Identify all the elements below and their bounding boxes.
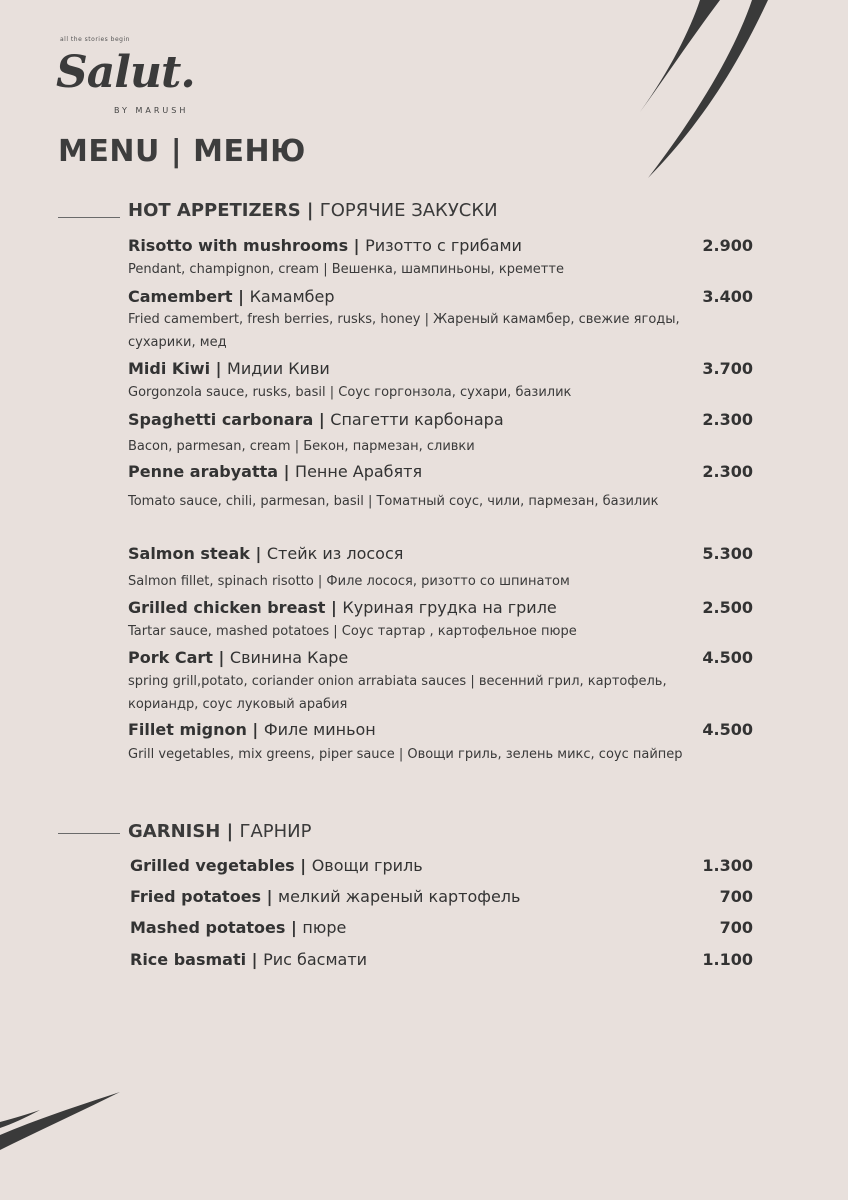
menu-item-price: 3.700 xyxy=(702,359,753,378)
menu-item-price: 2.500 xyxy=(702,598,753,617)
menu-item-price: 4.500 xyxy=(702,720,753,739)
garnish-item-price: 700 xyxy=(719,887,753,906)
menu-item-name: Fillet mignon | Филе миньон xyxy=(128,720,376,739)
menu-item-name: Pork Cart | Свинина Каре xyxy=(128,648,349,667)
section-divider xyxy=(58,833,120,834)
logo-byline: BY MARUSH xyxy=(114,106,189,115)
logo-tagline: all the stories begin xyxy=(60,36,130,43)
menu-item-description: Gorgonzola sauce, rusks, basil | Соус горгонзола, сухари, базилик xyxy=(128,385,572,400)
menu-item-description: Tomato sauce, chili, parmesan, basil | Томатный соус, чили, пармезан, базилик xyxy=(128,494,659,509)
menu-item-name: Midi Kiwi | Мидии Киви xyxy=(128,359,330,378)
menu-item-price: 3.400 xyxy=(702,287,753,306)
garnish-item-price: 700 xyxy=(719,918,753,937)
brush-stroke-bottom xyxy=(0,1092,120,1150)
menu-item-description: Grill vegetables, mix greens, piper sauce | Овощи гриль, зелень микс, соус пайпер xyxy=(128,747,683,762)
menu-item-name: Risotto with mushrooms | Ризотто с грибами xyxy=(128,236,522,255)
page-title: MENU | МЕНЮ xyxy=(58,134,306,169)
menu-item-description: spring grill,potato, coriander onion arrabiata sauces | весенний грил, картофель, кориандр, соус луковый арабия xyxy=(128,674,667,712)
section-divider xyxy=(58,217,120,218)
restaurant-logo xyxy=(56,36,196,120)
brush-stroke-top-left xyxy=(640,0,720,112)
section-title-hot-appetizers: HOT APPETIZERS | ГОРЯЧИЕ ЗАКУСКИ xyxy=(128,200,498,221)
brush-stroke-bottom-thin xyxy=(0,1110,40,1128)
menu-item-name: Penne arabyatta | Пенне Арабятя xyxy=(128,462,423,481)
menu-item-name: Grilled chicken breast | Куриная грудка на гриле xyxy=(128,598,557,617)
garnish-item-price: 1.300 xyxy=(702,856,753,875)
menu-item-name: Salmon steak | Стейк из лосося xyxy=(128,544,404,563)
menu-item-price: 5.300 xyxy=(702,544,753,563)
menu-item-name: Spaghetti carbonara | Спагетти карбонара xyxy=(128,410,504,429)
brush-stroke-top-right xyxy=(648,0,768,178)
menu-item-description: Bacon, parmesan, cream | Бекон, пармезан, сливки xyxy=(128,439,475,454)
menu-item-description: Salmon fillet, spinach risotto | Филе лосося, ризотто со шпинатом xyxy=(128,574,570,589)
menu-item-price: 2.900 xyxy=(702,236,753,255)
menu-item-price: 2.300 xyxy=(702,410,753,429)
garnish-item-name: Mashed potatoes | пюре xyxy=(130,918,347,937)
garnish-item-name: Grilled vegetables | Овощи гриль xyxy=(130,856,423,875)
menu-item-price: 4.500 xyxy=(702,648,753,667)
menu-item-description: Fried camembert, fresh berries, rusks, honey | Жареный камамбер, свежие ягоды, сухарики, мед xyxy=(128,312,680,350)
garnish-item-name: Fried potatoes | мелкий жареный картофель xyxy=(130,887,521,906)
menu-item-price: 2.300 xyxy=(702,462,753,481)
menu-item-description: Pendant, champignon, cream | Вешенка, шампиньоны, креметте xyxy=(128,262,564,277)
garnish-item-price: 1.100 xyxy=(702,950,753,969)
menu-item-description: Tartar sauce, mashed potatoes | Соус тартар , картофельное пюре xyxy=(128,624,577,639)
logo-wordmark: Salut. xyxy=(56,47,195,98)
garnish-item-name: Rice basmati | Рис басмати xyxy=(130,950,368,969)
section-title-garnish: GARNISH | ГАРНИР xyxy=(128,821,312,842)
menu-item-name: Camembert | Камамбер xyxy=(128,287,335,306)
